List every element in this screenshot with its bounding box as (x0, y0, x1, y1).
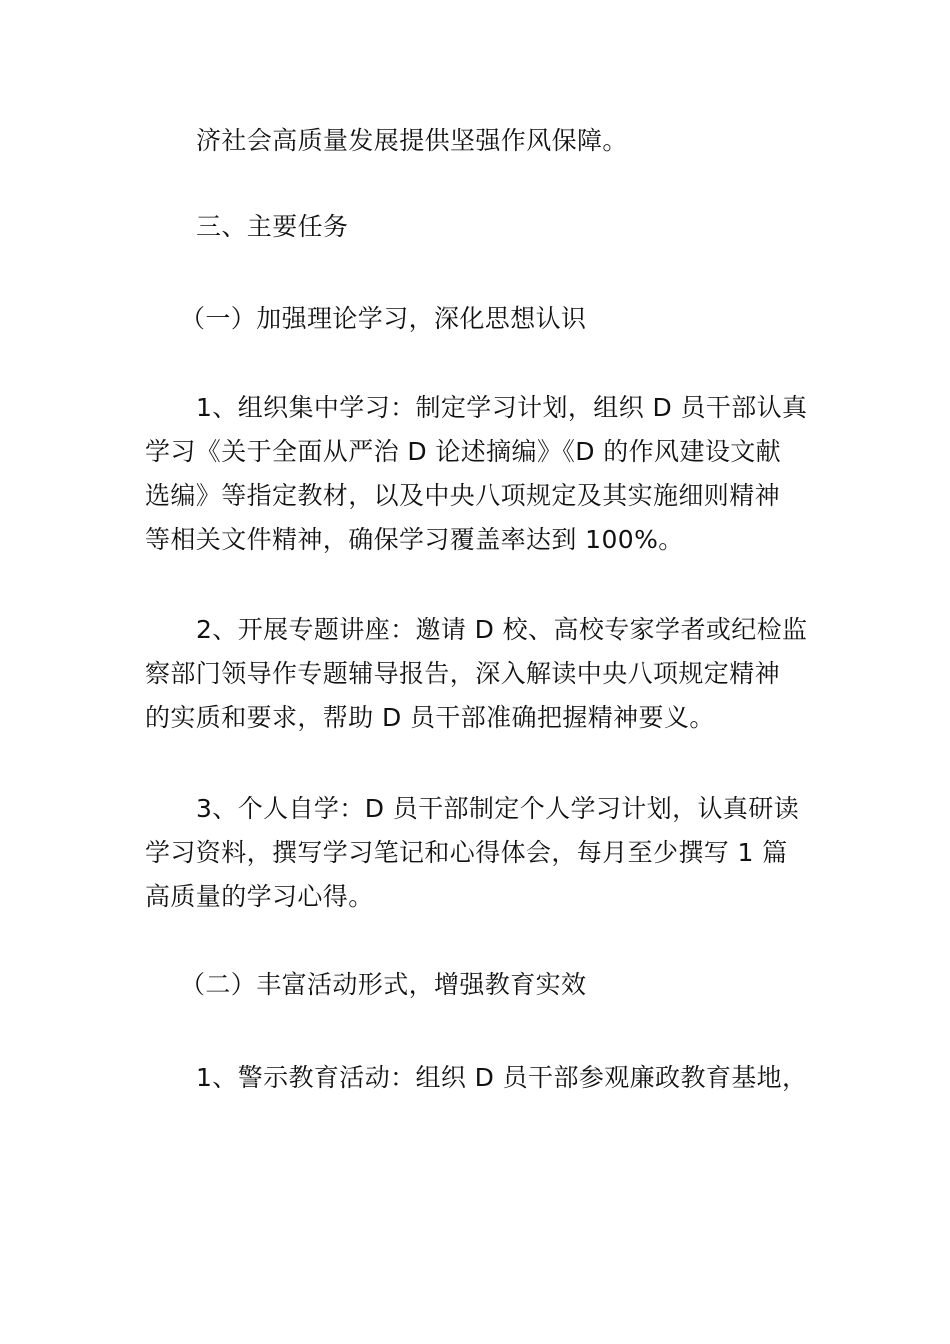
paragraph-line: 等相关文件精神，确保学习覆盖率达到 100%。 (145, 525, 684, 554)
paragraph-line: 学习资料，撰写学习笔记和心得体会，每月至少撰写 1 篇 (145, 838, 788, 867)
subsection-heading: （二）丰富活动形式，增强教育实效 (180, 970, 587, 999)
paragraph-line: 的实质和要求，帮助 D 员干部准确把握精神要义。 (145, 703, 715, 732)
paragraph-line: 学习《关于全面从严治 D 论述摘编》《D 的作风建设文献 (145, 437, 782, 466)
paragraph-line: 济社会高质量发展提供坚强作风保障。 (196, 126, 628, 155)
paragraph-line: 1、组织集中学习：制定学习计划，组织 D 员干部认真 (196, 393, 808, 422)
subsection-heading: （一）加强理论学习，深化思想认识 (180, 304, 587, 333)
paragraph-line: 察部门领导作专题辅导报告，深入解读中央八项规定精神 (145, 659, 781, 688)
paragraph-line: 高质量的学习心得。 (145, 882, 374, 911)
paragraph-line: 1、警示教育活动：组织 D 员干部参观廉政教育基地， (196, 1063, 808, 1092)
paragraph-line: 3、个人自学：D 员干部制定个人学习计划，认真研读 (196, 794, 800, 823)
section-heading: 三、主要任务 (196, 212, 349, 241)
paragraph-line: 2、开展专题讲座：邀请 D 校、高校专家学者或纪检监 (196, 615, 808, 644)
paragraph-line: 选编》等指定教材，以及中央八项规定及其实施细则精神 (145, 481, 781, 510)
